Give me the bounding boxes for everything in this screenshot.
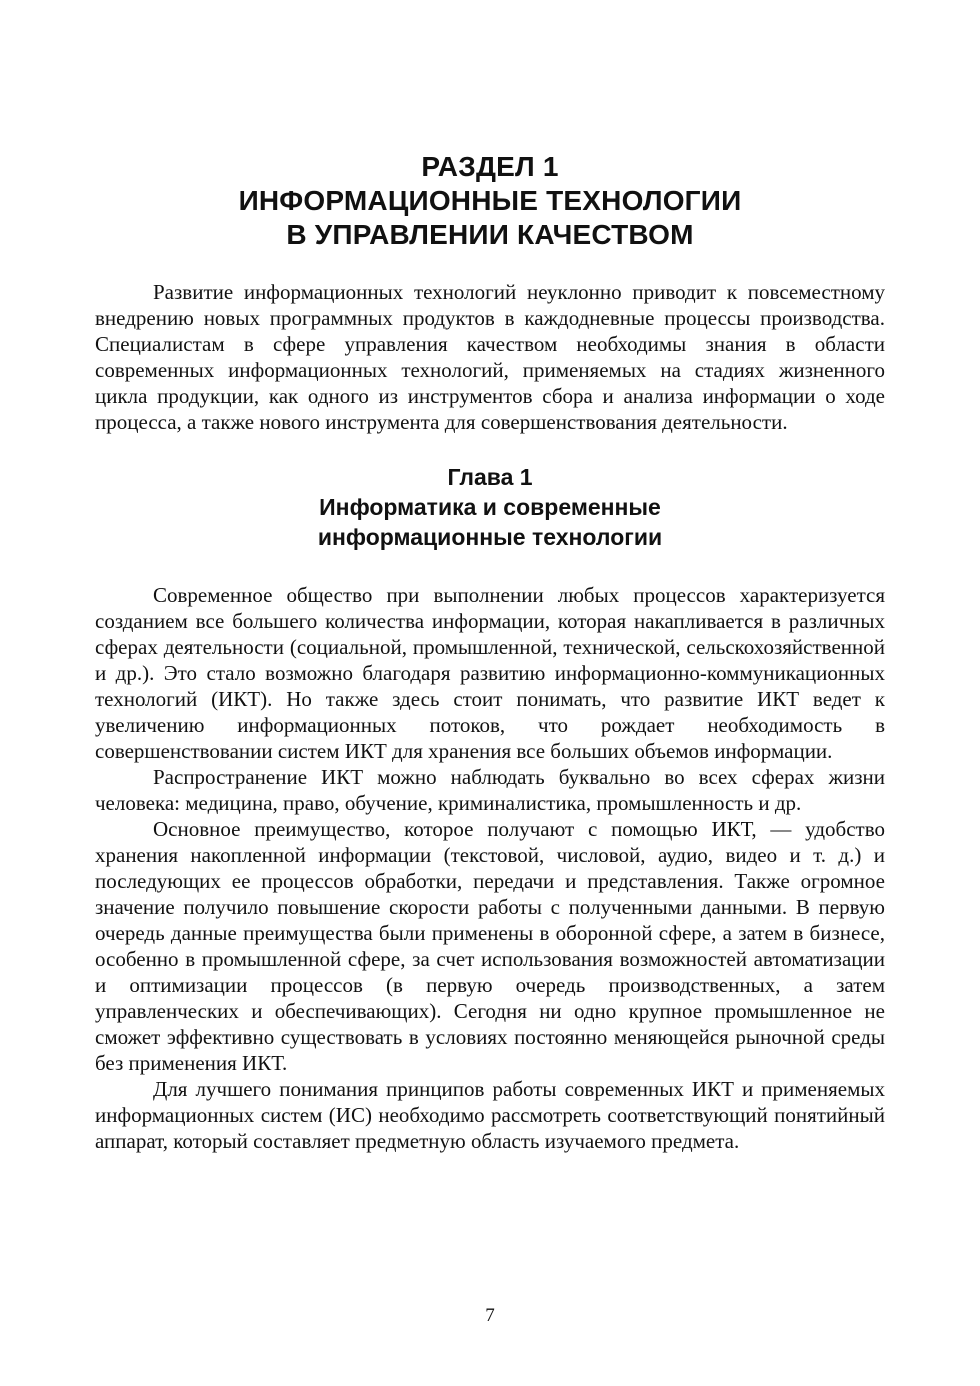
body-paragraph: Современное общество при выполнении любых процессов характеризуется созданием все большего количества информации, которая накапливается в различных сферах деятельности (социальной, промышленной, технической, сельскохозяйственной и др.). Это стало возможно благодаря развитию информационно-коммуникационных технологий (ИКТ). Но также здесь стоит понимать, что развитие ИКТ ведет к увеличению информационных потоков, что рождает необходимость в совершенствовании систем ИКТ для хранения все больших объемов информации. xyxy=(95,583,885,763)
chapter-title xyxy=(95,462,885,552)
section-title-line-2: ИНФОРМАЦИОННЫЕ ТЕХНОЛОГИИ xyxy=(238,185,742,216)
chapter-title-line-1: Глава 1 xyxy=(447,464,533,490)
section-title-line-3: В УПРАВЛЕНИИ КАЧЕСТВОМ xyxy=(286,219,694,250)
chapter-title-line-3: информационные технологии xyxy=(317,524,663,550)
section-title xyxy=(95,150,885,252)
page-number: 7 xyxy=(485,1305,495,1326)
chapter-body xyxy=(95,582,885,1154)
chapter-title-line-2: Информатика и современные xyxy=(319,494,661,520)
body-paragraph: Распространение ИКТ можно наблюдать буквально во всех сферах жизни человека: медицина, право, обучение, криминалистика, промышленность и др. xyxy=(95,765,885,815)
page-content xyxy=(95,150,885,1154)
intro-paragraph: Развитие информационных технологий неуклонно приводит к повсеместному внедрению новых программных продуктов в каждодневные процессы производства. Специалистам в сфере управления качеством необходимы знания в области современных информационных технологий, применяемых на стадиях жизненного цикла продукции, как одного из инструментов сбора и анализа информации о ходе процесса, а также нового инструмента для совершенствования деятельности. xyxy=(95,280,885,434)
intro-block xyxy=(95,279,885,435)
body-paragraph: Основное преимущество, которое получают с помощью ИКТ, — удобство хранения накопленной информации (текстовой, числовой, аудио, видео и т. д.) и последующих ее процессов обработки, передачи и представления. Также огромное значение получило повышение скорости работы с полученными данными. В первую очередь данные преимущества были применены в оборонной сфере, а затем в бизнесе, особенно в промышленной сфере, за счет использования возможностей автоматизации и оптимизации процессов (в первую очередь производственных, а затем управленческих и обеспечивающих). Сегодня ни одно крупное промышленное не сможет эффективно существовать в условиях постоянно меняющейся рыночной среды без применения ИКТ. xyxy=(95,817,885,1075)
section-title-line-1: РАЗДЕЛ 1 xyxy=(421,151,559,182)
body-paragraph: Для лучшего понимания принципов работы современных ИКТ и применяемых информационных систем (ИС) необходимо рассмотреть соответствующий понятийный аппарат, который составляет предметную область изучаемого предмета. xyxy=(95,1077,885,1153)
